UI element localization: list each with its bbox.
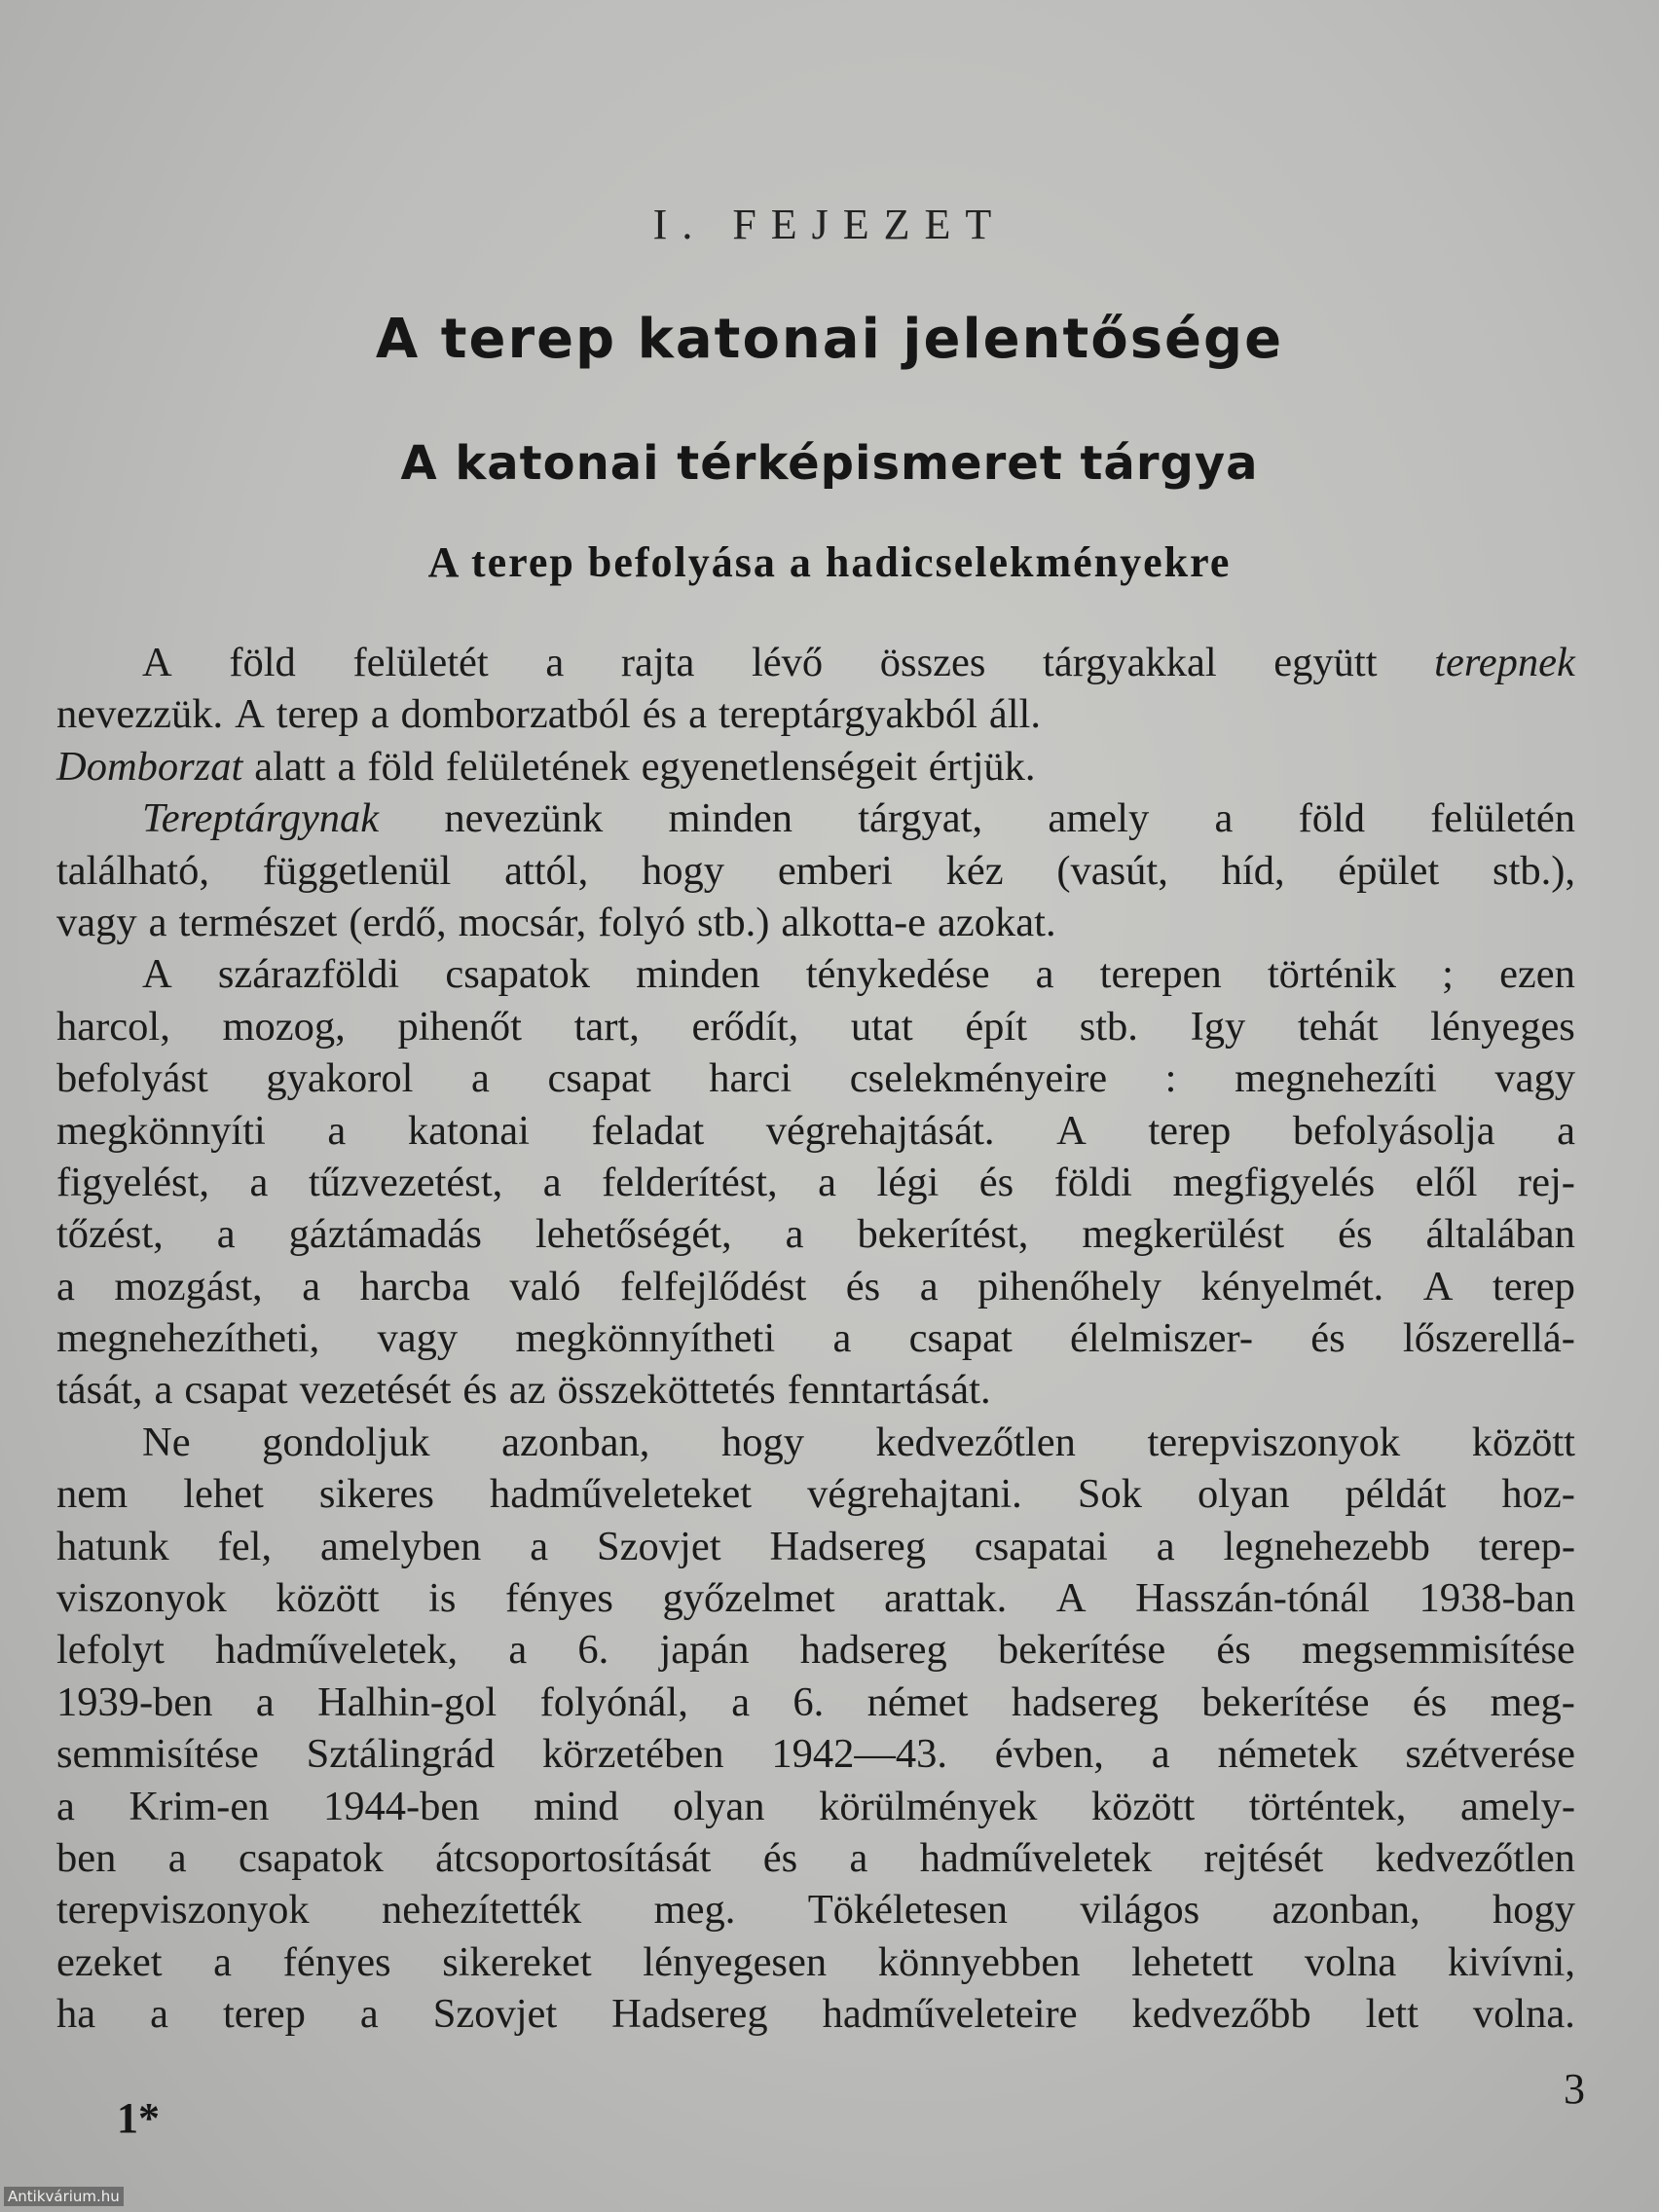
word: lehet — [183, 1471, 264, 1518]
word: volna. — [1472, 1991, 1575, 2038]
word: legnehezebb — [1223, 1523, 1430, 1569]
word: olyan — [1198, 1471, 1290, 1518]
word: Sztálingrád — [306, 1731, 496, 1778]
word: természet — [178, 899, 338, 945]
text-line — [56, 741, 1575, 793]
word: a — [849, 1834, 868, 1881]
word: kéz — [945, 847, 1004, 894]
word: fel, — [217, 1523, 273, 1569]
text-line — [56, 1052, 1575, 1104]
word: terepnek — [1434, 640, 1575, 685]
word: a — [508, 1627, 528, 1674]
word: lőszerellá- — [1402, 1315, 1575, 1362]
text-line — [56, 1988, 1575, 2040]
page-number: 3 — [1564, 2065, 1585, 2113]
word: harci — [709, 1055, 793, 1102]
word: hoz- — [1501, 1471, 1575, 1518]
word: a — [919, 1263, 939, 1309]
word: a — [167, 1834, 187, 1881]
word: meg- — [1490, 1678, 1575, 1725]
text-line — [56, 1312, 1575, 1364]
word: attól, — [504, 847, 589, 894]
word: világos — [1080, 1887, 1200, 1934]
word: arattak. — [884, 1575, 1008, 1622]
word: élelmiszer- — [1070, 1315, 1253, 1362]
word: befolyásolja — [1292, 1107, 1495, 1154]
word: lehetett — [1131, 1938, 1254, 1985]
word: a — [785, 1211, 804, 1258]
word: a — [688, 691, 707, 738]
word: átcsoportosítását — [435, 1834, 712, 1881]
word: végrehajtását. — [765, 1107, 995, 1154]
word: német — [866, 1678, 969, 1725]
word: megsemmisítése — [1301, 1627, 1575, 1674]
word: erődít, — [691, 1003, 799, 1050]
word: ezeket — [56, 1938, 163, 1985]
word: A — [1422, 1263, 1454, 1309]
word: minden — [668, 795, 793, 842]
word: harcol, — [56, 1003, 170, 1050]
word: és — [845, 1263, 881, 1309]
word: megfigyelés — [1172, 1159, 1376, 1205]
word: gáztámadás — [288, 1211, 482, 1258]
word: csapatok — [445, 951, 591, 998]
word: Szovjet — [597, 1523, 721, 1569]
word: Hadsereg — [611, 1991, 768, 2038]
word: csapat — [184, 1367, 288, 1414]
word: a — [471, 1055, 490, 1102]
word: és — [978, 1159, 1014, 1205]
word: tását, — [56, 1367, 143, 1414]
word: a — [1557, 1107, 1575, 1154]
word: nem — [56, 1471, 129, 1518]
text-line — [56, 1208, 1575, 1260]
word: tehát — [1297, 1003, 1379, 1050]
word: tereptárgyakból — [718, 691, 977, 738]
word: feladat — [591, 1107, 705, 1154]
text-line — [56, 1521, 1575, 1572]
word: rajta — [620, 640, 695, 685]
word: megkerülést — [1082, 1211, 1285, 1258]
body-text — [56, 637, 1575, 2041]
word: hogy — [642, 847, 725, 894]
word: gondoljuk — [262, 1419, 430, 1465]
word: egyenetlenségeit — [641, 743, 917, 790]
word: megkönnyítheti — [515, 1315, 776, 1362]
text-line — [56, 1157, 1575, 1208]
word: épít — [965, 1003, 1028, 1050]
word: katonai — [407, 1107, 530, 1154]
word: összeköttetés — [557, 1367, 776, 1414]
word: Krim-en — [129, 1783, 270, 1829]
text-line — [56, 1105, 1575, 1157]
chapter-title: A terep katonai jelentősége — [375, 308, 1284, 371]
word: hadműveleteire — [822, 1991, 1078, 2038]
text-line — [56, 1728, 1575, 1780]
word: emberi — [777, 847, 893, 894]
word: a — [1035, 951, 1054, 998]
word: a — [56, 1263, 75, 1309]
word: a — [302, 1263, 321, 1309]
word: 1942—43. — [771, 1731, 947, 1778]
word: a — [249, 1159, 269, 1205]
word: fényes — [505, 1575, 613, 1622]
word: mozgást, — [114, 1263, 263, 1309]
word: tárgyakkal — [1043, 640, 1217, 685]
word: 1944-ben — [323, 1783, 480, 1829]
word: (erdő, — [349, 899, 447, 945]
word: A — [1056, 1107, 1087, 1154]
word: föld — [1298, 795, 1366, 842]
word: azokat. — [938, 899, 1056, 945]
word: harcba — [359, 1263, 470, 1309]
word: felületének — [445, 743, 630, 790]
word: elől — [1415, 1159, 1478, 1205]
word: A — [1055, 1575, 1087, 1622]
text-line — [56, 1624, 1575, 1676]
word: kedvezőtlen — [1375, 1834, 1575, 1881]
word: található, — [56, 847, 209, 894]
word: ha — [56, 1991, 96, 2038]
word: bekerítése — [1201, 1678, 1370, 1725]
word: terepviszonyok — [1147, 1419, 1401, 1465]
word: felületén — [1430, 795, 1575, 842]
word: csapatok — [239, 1834, 384, 1881]
word: földi — [1053, 1159, 1132, 1205]
word: terep — [222, 1991, 306, 2038]
word: győzelmet — [662, 1575, 835, 1622]
word: A — [142, 951, 172, 998]
word: a — [216, 1211, 236, 1258]
word: és — [1310, 1315, 1346, 1362]
word: ezen — [1499, 951, 1575, 998]
word: csapatai — [974, 1523, 1108, 1569]
word: Hasszán-tónál — [1135, 1575, 1370, 1622]
word: végrehajtani. — [807, 1471, 1022, 1518]
word: utat — [850, 1003, 913, 1050]
word: azonban, — [501, 1419, 650, 1465]
word: stb.) — [697, 899, 770, 945]
word: hadműveletek, — [215, 1627, 459, 1674]
word: vagy — [1494, 1055, 1575, 1102]
word: a — [542, 1159, 562, 1205]
text-line — [56, 1781, 1575, 1832]
text-line — [56, 1572, 1575, 1624]
word: folyónál, — [539, 1678, 688, 1725]
word: ; — [1442, 951, 1454, 998]
word: Sok — [1077, 1471, 1142, 1518]
word: folyó — [598, 899, 685, 945]
word: hogy — [720, 1419, 804, 1465]
word: Tereptárgynak — [142, 795, 380, 842]
word: a — [327, 1107, 347, 1154]
word: Ne — [142, 1419, 191, 1465]
word: a — [150, 1991, 168, 2038]
word: vagy — [377, 1315, 459, 1362]
word: csapat — [547, 1055, 651, 1102]
word: japán — [659, 1627, 750, 1674]
word: terep — [1492, 1263, 1575, 1309]
text-line — [56, 948, 1575, 1000]
word: azonban, — [1272, 1887, 1420, 1934]
word: kedvezőtlen — [875, 1419, 1076, 1465]
word: ben — [56, 1834, 117, 1881]
word: alkotta-e — [781, 899, 927, 945]
word: légi — [876, 1159, 940, 1205]
word: kedvezőbb — [1131, 1991, 1311, 2038]
text-line — [56, 688, 1575, 740]
word: híd, — [1221, 847, 1285, 894]
word: a — [545, 640, 565, 685]
word: lényeges — [1430, 1003, 1575, 1050]
word: fényes — [282, 1938, 391, 1985]
word: (vasút, — [1056, 847, 1168, 894]
word: stb.), — [1492, 847, 1575, 894]
word: a — [1151, 1731, 1170, 1778]
word: felderítést, — [602, 1159, 778, 1205]
word: a — [832, 1315, 852, 1362]
word: ténykedése — [805, 951, 990, 998]
word: föld — [367, 743, 434, 790]
word: függetlenül — [262, 847, 452, 894]
word: a — [154, 1367, 173, 1414]
text-line — [56, 637, 1575, 688]
text-line — [56, 1261, 1575, 1312]
word: a — [255, 1678, 275, 1725]
text-line — [56, 1417, 1575, 1468]
word: általában — [1425, 1211, 1575, 1258]
word: Domborzat — [56, 743, 243, 790]
word: németek — [1217, 1731, 1358, 1778]
word: felületét — [352, 640, 489, 685]
text-line — [56, 793, 1575, 844]
word: nevezünk — [444, 795, 604, 842]
word: körülmények — [819, 1783, 1038, 1829]
word: történtek, — [1248, 1783, 1407, 1829]
word: fenntartását. — [787, 1367, 991, 1414]
word: a — [148, 899, 167, 945]
word: nehezítették — [381, 1887, 582, 1934]
word: pihenőhely — [977, 1263, 1161, 1309]
word: és — [1412, 1678, 1448, 1725]
word: pihenőt — [397, 1003, 522, 1050]
word: vagy — [56, 899, 137, 945]
word: a — [530, 1523, 549, 1569]
text-line — [56, 1936, 1575, 1988]
word: történik — [1267, 951, 1397, 998]
word: Szovjet — [432, 1991, 558, 2038]
word: és — [462, 1367, 498, 1414]
watermark: Antikvárium.hu — [4, 2187, 124, 2206]
text-line — [56, 1884, 1575, 1936]
word: tárgyat, — [858, 795, 983, 842]
word: minden — [636, 951, 760, 998]
word: kényelmét. — [1200, 1263, 1384, 1309]
word: volna — [1304, 1938, 1397, 1985]
word: tőzést, — [56, 1211, 164, 1258]
word: szárazföldi — [217, 951, 400, 998]
word: olyan — [673, 1783, 765, 1829]
word: alatt — [254, 743, 326, 790]
word: lefolyt — [56, 1627, 165, 1674]
word: cselekményeire — [849, 1055, 1108, 1102]
word: együtt — [1273, 640, 1378, 685]
word: lévő — [751, 640, 824, 685]
text-line — [56, 845, 1575, 897]
word: terep — [1148, 1107, 1232, 1154]
word: a — [1214, 795, 1234, 842]
section-heading: A terep befolyása a hadicselekményekre — [427, 538, 1232, 586]
word: hadsereg — [1011, 1678, 1159, 1725]
text-line — [56, 1001, 1575, 1052]
text-line — [56, 1832, 1575, 1884]
word: könnyebben — [877, 1938, 1081, 1985]
word: értjük. — [928, 743, 1036, 790]
word: példát — [1345, 1471, 1447, 1518]
word: semmisítése — [56, 1731, 259, 1778]
word: között — [1471, 1419, 1575, 1465]
word: vezetését — [299, 1367, 452, 1414]
word: lehetőségét, — [535, 1211, 732, 1258]
word: befolyást — [56, 1055, 208, 1102]
word: domborzatból — [400, 691, 631, 738]
word: a — [731, 1678, 751, 1725]
word: megkönnyíti — [56, 1107, 266, 1154]
word: viszonyok — [56, 1575, 227, 1622]
word: rej- — [1517, 1159, 1575, 1205]
word: figyelést, — [56, 1159, 209, 1205]
word: bekerítése — [997, 1627, 1166, 1674]
word: hadműveleteket — [489, 1471, 753, 1518]
word: való — [509, 1263, 581, 1309]
word: és — [1338, 1211, 1373, 1258]
word: amely- — [1459, 1783, 1575, 1829]
text-line — [56, 1468, 1575, 1520]
word: meg. — [653, 1887, 736, 1934]
subtitle: A katonai térképismeret tárgya — [400, 436, 1259, 491]
word: megnehezítheti, — [56, 1315, 320, 1362]
word: az — [508, 1367, 546, 1414]
word: hadműveletek — [919, 1834, 1153, 1881]
word: a — [1156, 1523, 1175, 1569]
word: gyakorol — [266, 1055, 414, 1102]
word: felfejlődést — [620, 1263, 807, 1309]
word: a — [213, 1938, 233, 1985]
word: bekerítést, — [857, 1211, 1029, 1258]
word: 6. — [577, 1627, 609, 1674]
word: Halhin-gol — [317, 1678, 498, 1725]
chapter-heading: I. FEJEZET — [652, 201, 1007, 248]
word: 6. — [793, 1678, 825, 1725]
word: évben, — [994, 1731, 1104, 1778]
word: hadsereg — [799, 1627, 947, 1674]
word: A — [235, 691, 265, 738]
word: tart, — [573, 1003, 640, 1050]
word: összes — [879, 640, 986, 685]
text-line — [56, 1677, 1575, 1728]
word: terep- — [1478, 1523, 1575, 1569]
word: között — [1090, 1783, 1196, 1829]
word: Igy — [1190, 1003, 1246, 1050]
word: mozog, — [222, 1003, 346, 1050]
word: terepviszonyok — [56, 1887, 310, 1934]
word: a — [359, 1991, 379, 2038]
word: amelyben — [320, 1523, 482, 1569]
word: A — [142, 640, 172, 685]
word: áll. — [988, 691, 1041, 738]
word: és — [1216, 1627, 1251, 1674]
word: : — [1164, 1055, 1177, 1102]
word: a — [56, 1783, 75, 1829]
word: föld — [229, 640, 296, 685]
word: lett — [1365, 1991, 1419, 2038]
word: épület — [1338, 847, 1440, 894]
word: a — [337, 743, 356, 790]
word: rejtését — [1203, 1834, 1324, 1881]
word: sikereket — [442, 1938, 592, 1985]
word: is — [428, 1575, 457, 1622]
word: a — [370, 691, 389, 738]
word: körzetében — [542, 1731, 724, 1778]
word: Hadsereg — [769, 1523, 926, 1569]
word: szétverése — [1405, 1731, 1575, 1778]
signature-mark: 1* — [117, 2094, 160, 2142]
word: mind — [534, 1783, 619, 1829]
word: lényegesen — [643, 1938, 828, 1985]
word: csapat — [908, 1315, 1013, 1362]
word: Tökéletesen — [807, 1887, 1009, 1934]
text-line — [56, 897, 1575, 948]
word: a — [818, 1159, 837, 1205]
word: 1939-ben — [56, 1678, 213, 1725]
word: amely — [1048, 795, 1150, 842]
word: 1938-ban — [1419, 1575, 1575, 1622]
word: mocsár, — [458, 899, 587, 945]
word: sikeres — [318, 1471, 434, 1518]
word: kivívni, — [1447, 1938, 1575, 1985]
word: hogy — [1492, 1887, 1575, 1934]
word: terep — [276, 691, 359, 738]
word: hatunk — [56, 1523, 169, 1569]
word: nevezzük. — [56, 691, 224, 738]
word: terepen — [1099, 951, 1222, 998]
text-line — [56, 1364, 1575, 1416]
word: megnehezíti — [1235, 1055, 1437, 1102]
word: között — [276, 1575, 380, 1622]
word: és — [642, 691, 678, 738]
word: stb. — [1079, 1003, 1138, 1050]
word: tűzvezetést, — [308, 1159, 503, 1205]
word: és — [762, 1834, 798, 1881]
